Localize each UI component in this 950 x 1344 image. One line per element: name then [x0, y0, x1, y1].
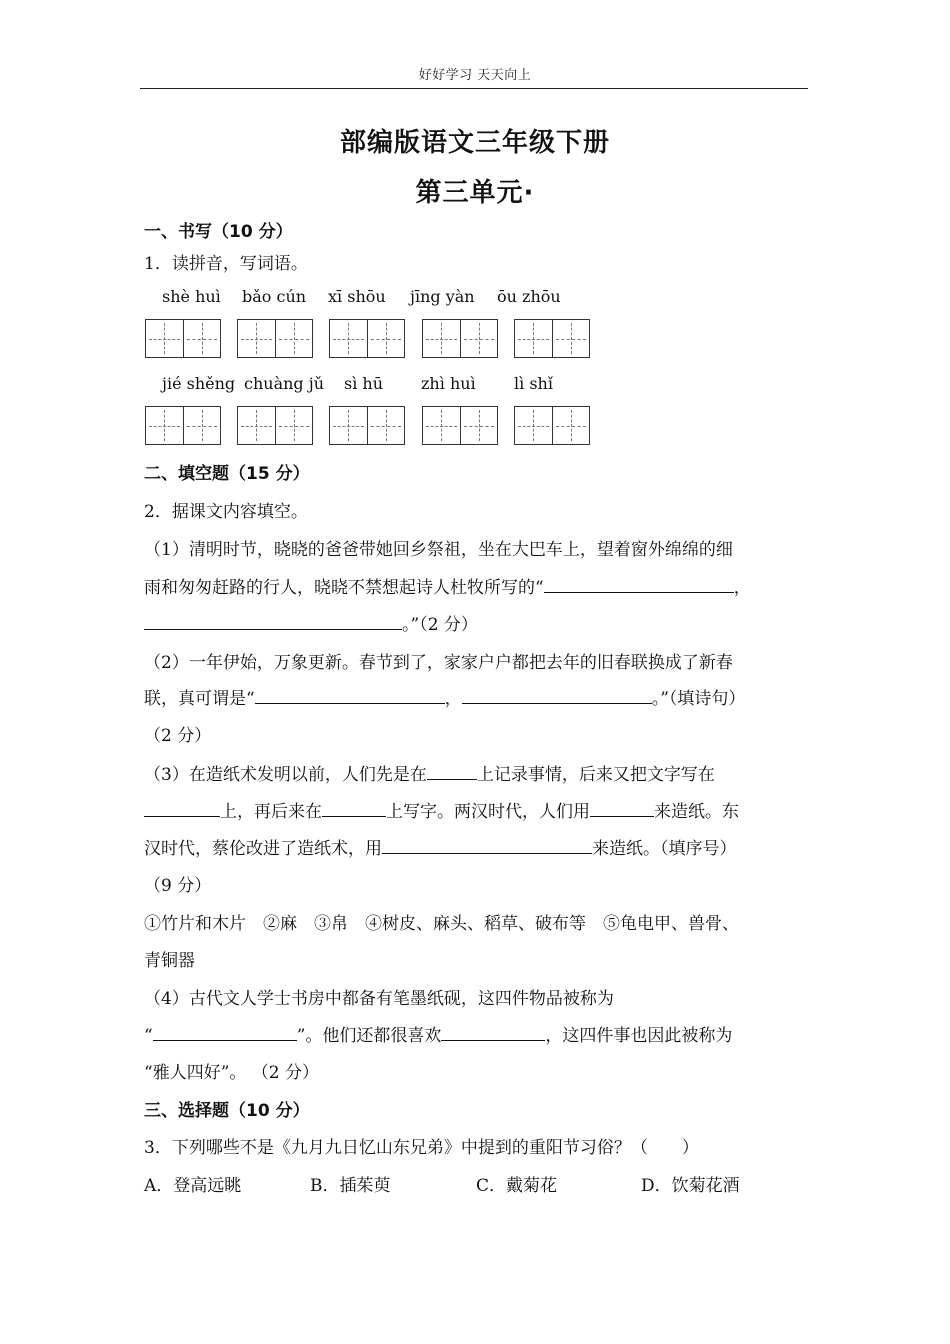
fill-item-2-line2 [144, 684, 745, 709]
choice-b[interactable]: B．插茱萸 [310, 1176, 391, 1196]
fill-item-4-line3: “雅人四好”。 （2 分） [144, 1063, 320, 1083]
pinyin-label: bǎo cún [242, 287, 307, 306]
fill-item-2-line1: （2）一年伊始，万象更新。春节到了，家家户户都把去年的旧春联换成了新春 [144, 653, 733, 673]
text: ，这四件事也因此被称为 [545, 1026, 733, 1046]
text: ， [444, 689, 462, 709]
answer-blank[interactable] [590, 800, 654, 817]
fill-item-3-line4: （9 分） [144, 876, 212, 896]
section2-heading: 二、填空题（15 分） [144, 464, 310, 484]
choice-c[interactable]: C．戴菊花 [476, 1176, 558, 1196]
answer-blank[interactable] [544, 576, 734, 593]
writing-grid[interactable] [422, 406, 498, 445]
text: ， [733, 578, 751, 598]
fill-item-4-line2 [144, 1021, 732, 1046]
fill-item-1-line1: （1）清明时节，晓晓的爸爸带她回乡祭祖，坐在大巴车上，望着窗外绵绵的细 [144, 540, 733, 560]
fill-item-3-line1 [144, 760, 715, 785]
answer-blank[interactable] [441, 1024, 545, 1041]
pinyin-label: jīng yàn [410, 287, 475, 306]
answer-blank[interactable] [462, 687, 652, 704]
text: 汉时代，蔡伦改进了造纸术，用 [144, 839, 382, 859]
writing-grid[interactable] [422, 319, 498, 358]
writing-grid[interactable] [237, 406, 313, 445]
text: 上，再后来在 [220, 802, 322, 822]
answer-blank[interactable] [255, 687, 445, 704]
document-title: 部编版语文三年级下册 [339, 128, 610, 158]
choice-d[interactable]: D．饮菊花酒 [641, 1176, 740, 1196]
answer-blank[interactable] [382, 837, 592, 854]
fill-item-3-line3 [144, 834, 737, 859]
pinyin-label: jié shěng [162, 374, 236, 393]
answer-blank[interactable] [144, 800, 220, 817]
text: 雨和匆匆赶路的行人，晓晓不禁想起诗人杜牧所写的“ [144, 578, 544, 598]
section3-heading: 三、选择题（10 分） [144, 1101, 310, 1121]
writing-grid[interactable] [514, 406, 590, 445]
writing-grid[interactable] [145, 319, 221, 358]
writing-grid[interactable] [329, 406, 405, 445]
pinyin-label: lì shǐ [514, 374, 553, 393]
fill-item-2-line3: （2 分） [144, 726, 212, 746]
pinyin-label: ōu zhōu [497, 287, 561, 306]
text: 上记录事情，后来又把文字写在 [476, 765, 715, 785]
writing-grid[interactable] [329, 319, 405, 358]
text: 上写字。两汉时代，人们用 [386, 802, 590, 822]
choice-a[interactable]: A．登高远眺 [144, 1176, 242, 1196]
writing-grid[interactable] [237, 319, 313, 358]
section1-heading: 一、书写（10 分） [144, 222, 293, 242]
page-header: 好好学习 天天向上 [418, 68, 532, 83]
writing-grid[interactable] [514, 319, 590, 358]
pinyin-label: zhì huì [421, 374, 476, 393]
text: 。”（2 分） [402, 615, 478, 635]
text: 来造纸。（填序号） [592, 839, 737, 859]
header-rule [140, 88, 808, 89]
fill-item-3-line2 [144, 797, 739, 822]
pinyin-label: chuàng jǔ [244, 374, 325, 393]
answer-blank[interactable] [322, 800, 386, 817]
unit-title: 第三单元· [415, 178, 535, 208]
fill-item-3-options-cont: 青铜器 [144, 951, 195, 971]
text: （3）在造纸术发明以前，人们先是在 [144, 765, 427, 785]
fill-item-4-line1: （4）古代文人学士书房中都备有笔墨纸砚，这四件物品被称为 [144, 989, 614, 1009]
fill-item-1-line3 [144, 610, 478, 635]
pinyin-label: sì hū [344, 374, 384, 393]
text: 来造纸。东 [654, 802, 739, 822]
text: 。”（填诗句） [651, 689, 746, 709]
fill-item-1-line2 [144, 573, 751, 598]
writing-grid[interactable] [145, 406, 221, 445]
text: ”。他们还都很喜欢 [296, 1026, 442, 1046]
answer-blank[interactable] [153, 1024, 297, 1041]
question2-prompt: 2．据课文内容填空。 [144, 502, 308, 522]
answer-blank[interactable] [144, 613, 402, 630]
text: “ [144, 1026, 153, 1046]
answer-blank[interactable] [427, 763, 477, 780]
fill-item-3-options: ①竹片和木片 ②麻 ③帛 ④树皮、麻头、稻草、破布等 ⑤龟电甲、兽骨、 [144, 914, 739, 934]
question1-prompt: 1．读拼音，写词语。 [144, 254, 308, 274]
pinyin-label: shè huì [162, 287, 221, 306]
text: 联，真可谓是“ [144, 689, 255, 709]
pinyin-label: xī shōu [328, 287, 386, 306]
question3-prompt: 3．下列哪些不是《九月九日忆山东兄弟》中提到的重阳节习俗？（ ） [144, 1138, 699, 1158]
